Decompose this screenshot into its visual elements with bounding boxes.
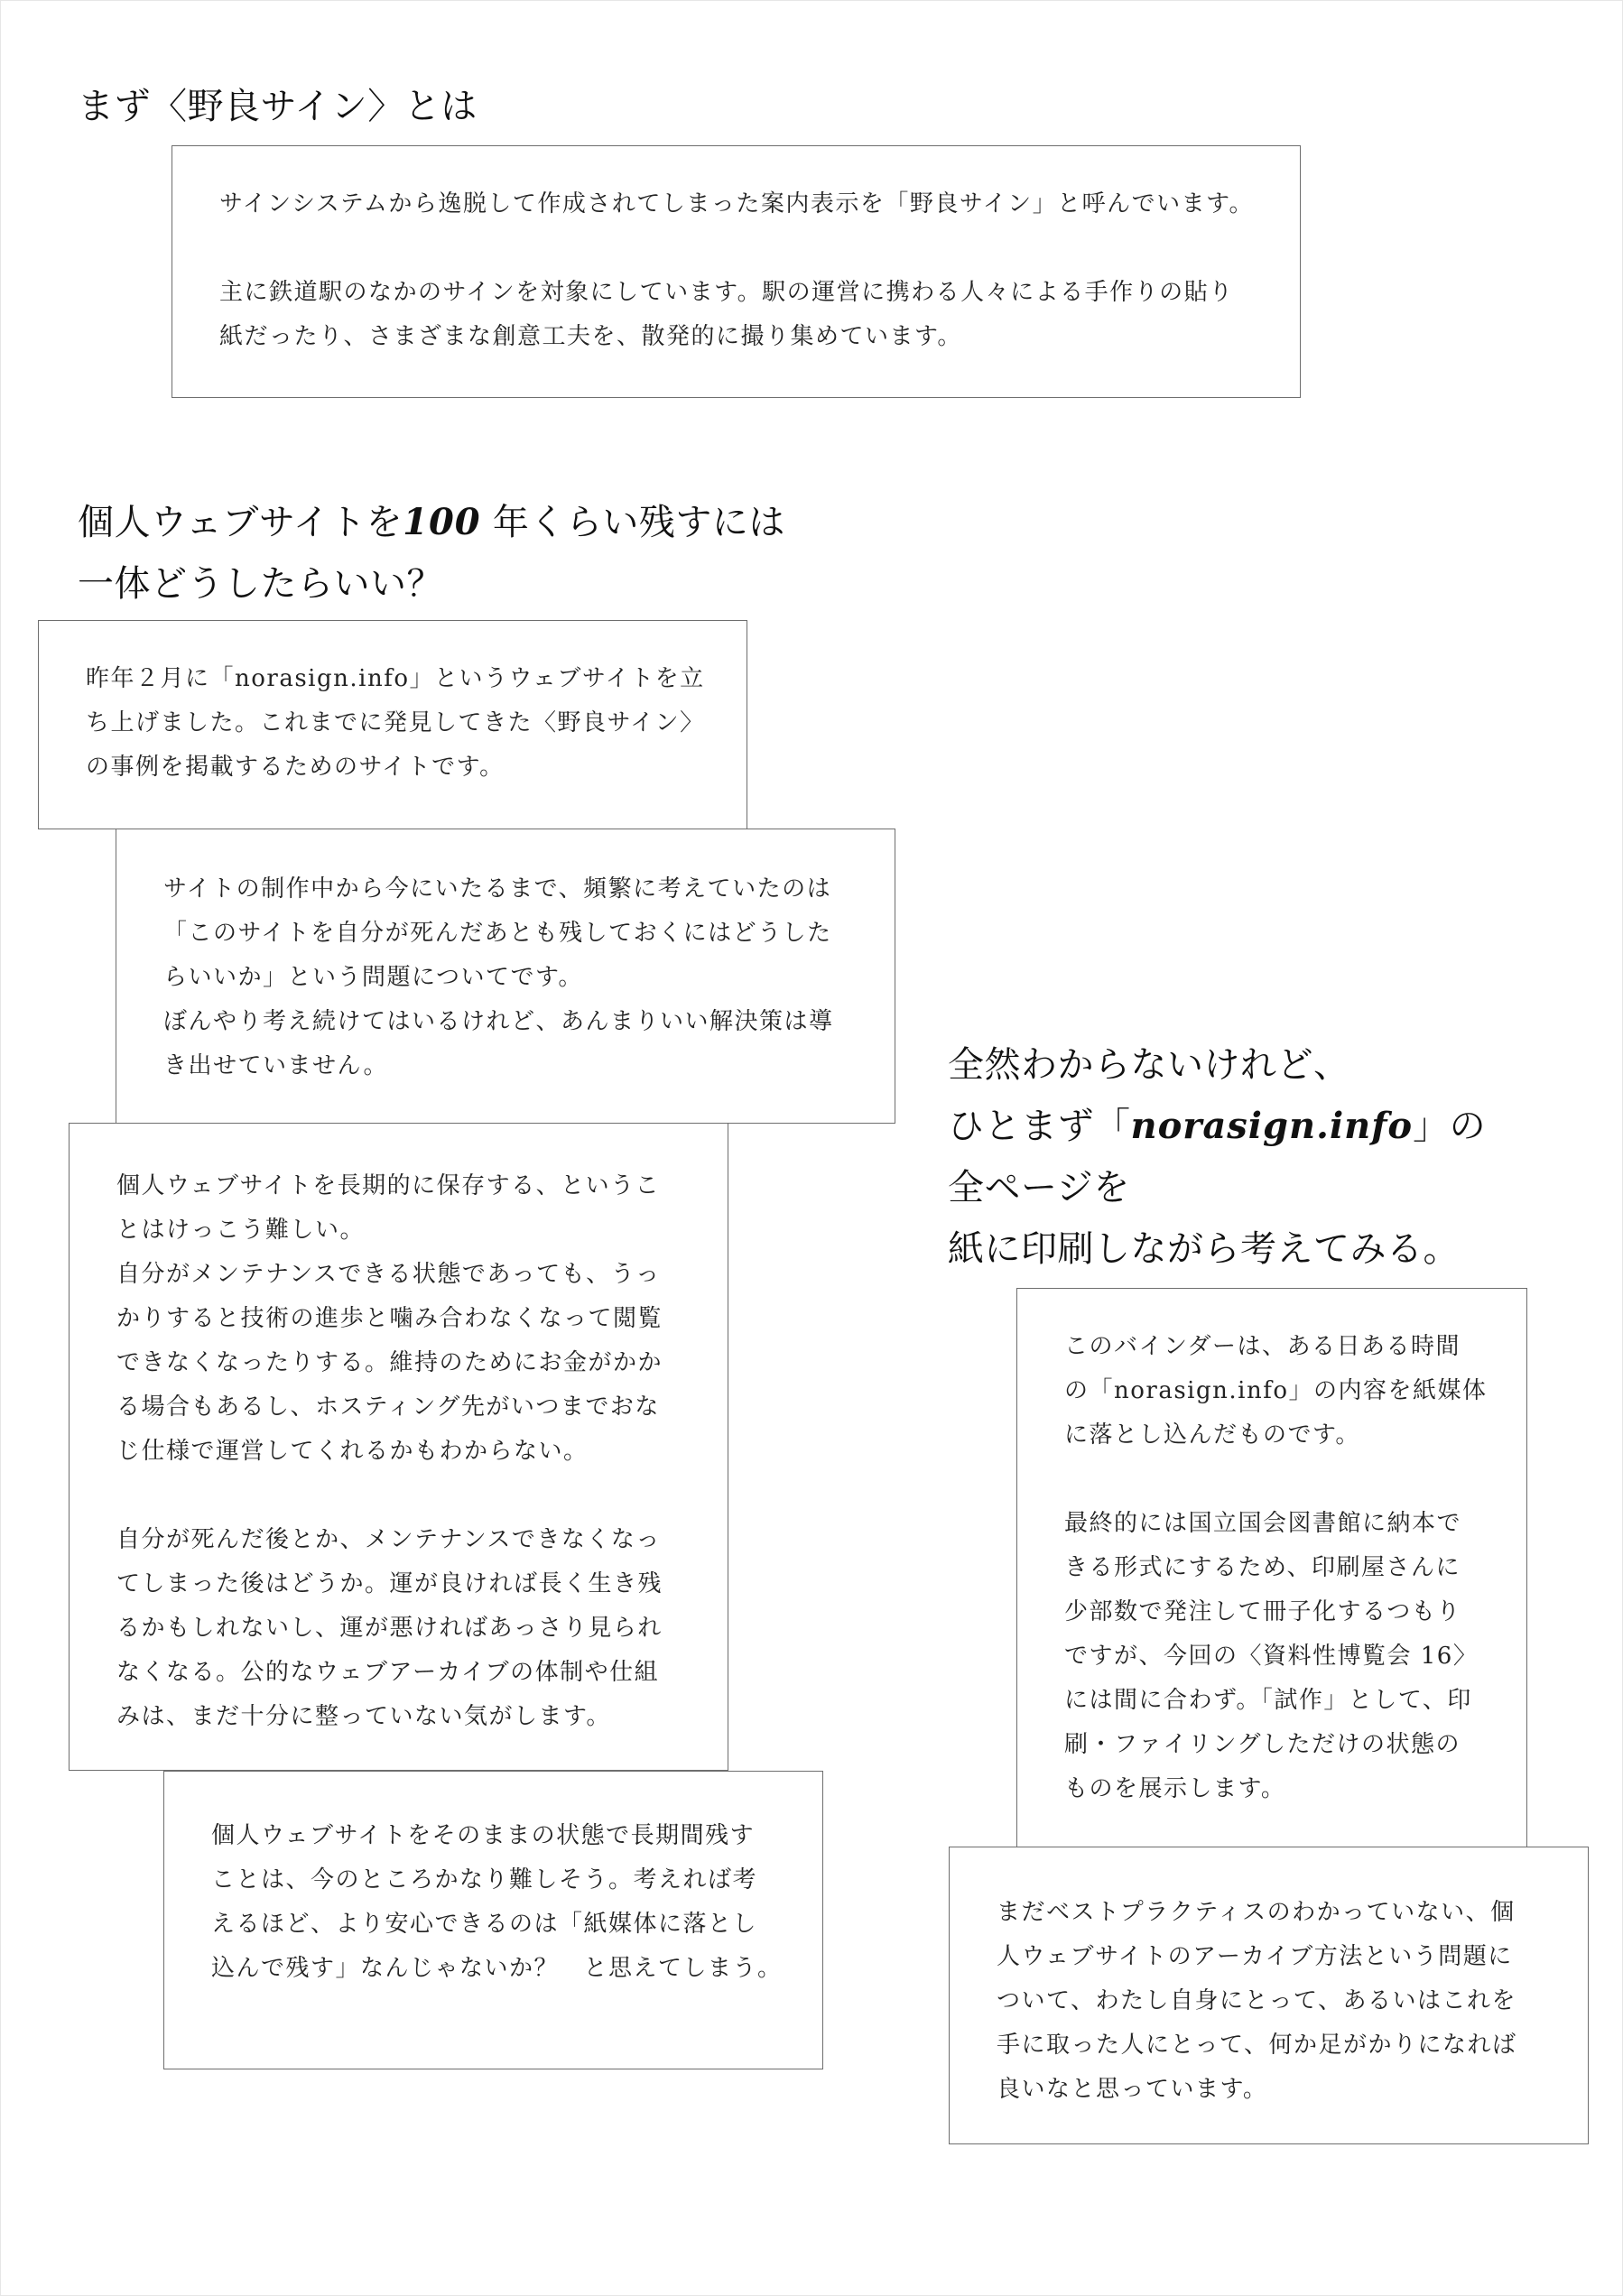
heading-line-3: 全ページを — [948, 1167, 1130, 1208]
text-line: き出せていません。 — [163, 1052, 389, 1079]
box-binder-description — [1016, 1288, 1527, 1847]
heading-line-2 — [948, 1096, 1486, 1157]
text-line: 「このサイトを自分が死んだあとも残しておくにはどうした — [163, 920, 832, 947]
text-line: ことは、今のところかなり難しそう。考えれば考 — [211, 1866, 758, 1893]
heading-keep-website-100-years — [78, 492, 785, 615]
heading-line-4: 紙に印刷しながら考えてみる。 — [948, 1228, 1460, 1270]
text-line: るかもしれないし、運が悪ければあっさり見られ — [116, 1615, 663, 1642]
text-line: 少部数で発注して冊子化するつもり — [1064, 1598, 1461, 1625]
text-line: る場合もあるし、ホスティング先がいつまでおな — [116, 1393, 660, 1421]
paragraph-2 — [1064, 1502, 1526, 1811]
text-line: 自分が死んだ後とか、メンテナンスできなくなっ — [116, 1526, 661, 1553]
text-line: の「norasign.info」の内容を紙媒体 — [1064, 1377, 1488, 1404]
text-line: 人ウェブサイトのアーカイブ方法という問題に — [997, 1943, 1513, 1970]
text-line: の事例を掲載するためのサイトです。 — [86, 754, 505, 781]
heading-line-1 — [78, 492, 785, 553]
text-line: とはけっこう難しい。 — [116, 1217, 366, 1244]
box-how-to-keep-site — [116, 829, 895, 1124]
paragraph — [211, 1814, 822, 1991]
heading-print-all-pages — [948, 1034, 1486, 1280]
paragraph-1 — [116, 1164, 728, 1474]
text-line: 主に鉄道駅のなかのサインを対象にしています。駅の運営に携わる人々による手作りの貼り — [219, 279, 1234, 306]
text-line: じ仕様で運営してくれるかもわからない。 — [116, 1438, 589, 1465]
box-paper-archive-idea — [163, 1771, 823, 2069]
text-line: てしまった後はどうか。運が良ければ長く生き残 — [116, 1570, 663, 1597]
heading-text: 個人ウェブサイトを — [78, 502, 403, 543]
paragraph — [163, 867, 895, 1088]
text-line: 刷・ファイリングしただけの状態の — [1064, 1731, 1461, 1758]
heading-text: ひとまず「 — [948, 1106, 1131, 1147]
text-line: みは、まだ十分に整っていない気がします。 — [116, 1703, 611, 1730]
heading-number: 100 — [403, 501, 481, 543]
text-line: 個人ウェブサイトをそのままの状態で長期間残す — [211, 1822, 756, 1849]
text-line: 自分がメンテナンスできる状態であっても、うっ — [116, 1261, 661, 1288]
text-line: には間に合わず。「試作」として、印 — [1064, 1687, 1472, 1714]
text-line: サインシステムから逸脱して作成されてしまった案内表示を「野良サイン」と呼んでいます。 — [219, 190, 1255, 218]
paragraph — [86, 657, 747, 790]
text-line: ですが、今回の〈資料性博覧会 16〉 — [1064, 1643, 1479, 1670]
text-line: このバインダーは、ある日ある時間 — [1064, 1333, 1461, 1360]
box-closing-note — [949, 1847, 1589, 2144]
box-long-term-preservation — [69, 1123, 728, 1771]
heading-text: 年くらい残すには — [480, 502, 785, 543]
intro-box — [172, 145, 1301, 398]
heading-text: 」の — [1413, 1106, 1487, 1147]
text-line: サイトの制作中から今にいたるまで、頻繁に考えていたのは — [163, 875, 832, 903]
heading-line: まず〈野良サイン〉とは — [78, 86, 478, 127]
text-line: なくなる。公的なウェブアーカイブの体制や仕組 — [116, 1659, 660, 1686]
text-line: 紙だったり、さまざまな創意工夫を、散発的に撮り集めています。 — [219, 323, 962, 350]
intro-paragraph-2 — [219, 271, 1300, 359]
text-line: 込んで残す」なんじゃないか？ と思えてしまう。 — [211, 1955, 783, 1982]
heading-site-name: norasign.info — [1130, 1105, 1414, 1147]
text-line: ついて、わたし自身にとって、あるいはこれを — [997, 1987, 1516, 2014]
text-line: 良いなと思っています。 — [997, 2076, 1268, 2103]
text-line: きる形式にするため、印刷屋さんに — [1064, 1554, 1461, 1581]
text-line: えるほど、より安心できるのは「紙媒体に落とし — [211, 1911, 758, 1938]
paragraph-2 — [116, 1518, 728, 1739]
text-line: 個人ウェブサイトを長期的に保存する、というこ — [116, 1172, 661, 1199]
text-line: らいいか」という問題についてです。 — [163, 964, 583, 991]
heading-what-is-norasign — [78, 76, 478, 137]
box-site-launch — [38, 620, 747, 829]
text-line: ぼんやり考え続けてはいるけれど、あんまりいい解決策は導 — [163, 1008, 834, 1035]
text-line: できなくなったりする。維持のためにお金がかか — [116, 1349, 663, 1376]
text-line: まだベストプラクティスのわかっていない、個 — [997, 1899, 1516, 1926]
heading-line-1: 全然わからないけれど、 — [948, 1044, 1350, 1086]
text-line: 手に取った人にとって、何か足がかりになれば — [997, 2032, 1517, 2059]
heading-line-2: 一体どうしたらいい？ — [78, 563, 443, 605]
text-line: 昨年２月に「norasign.info」というウェブサイトを立 — [86, 665, 705, 692]
text-line: かりすると技術の進歩と噛み合わなくなって閲覧 — [116, 1305, 663, 1332]
text-line: ものを展示します。 — [1064, 1775, 1286, 1802]
text-line: 最終的には国立国会図書館に納本で — [1064, 1510, 1462, 1537]
text-line: ち上げました。これまでに発見してきた〈野良サイン〉 — [86, 709, 705, 736]
text-line: に落とし込んだものです。 — [1064, 1421, 1360, 1449]
paragraph-1 — [1064, 1325, 1526, 1458]
paragraph — [997, 1891, 1588, 2112]
intro-paragraph-1 — [219, 182, 1300, 227]
